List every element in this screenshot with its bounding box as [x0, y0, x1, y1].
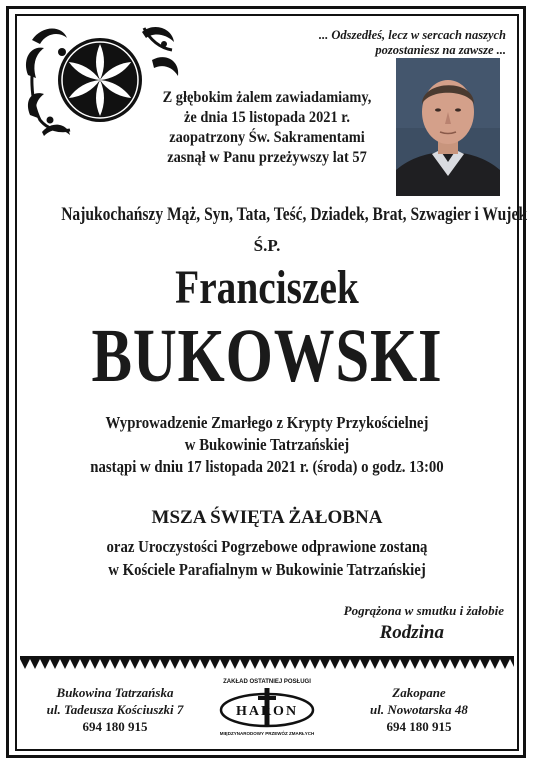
- funeral-line-3: nastąpi w dniu 17 listopada 2021 r. (środa) o godz. 13:00: [90, 457, 444, 476]
- motto-line-1: ... Odszedłeś, lecz w sercach naszych: [318, 28, 506, 42]
- footer-left-town: Bukowina Tatrzańska: [56, 685, 174, 700]
- funeral-line-1: Wyprowadzenie Zmarłego z Krypty Przykościelnej: [105, 413, 429, 432]
- sp-label: Ś.P.: [253, 236, 281, 255]
- deceased-surname: BUKOWSKI: [91, 314, 443, 398]
- logo-top-text: ZAKŁAD OSTATNIEJ POSŁUGI: [223, 679, 311, 685]
- mourning-text: Pogrążona w smutku i żałobie: [343, 603, 504, 618]
- logo-name: HARON: [235, 704, 299, 719]
- funeral-line-2: w Bukowinie Tatrzańskiej: [184, 435, 350, 454]
- family-relations: Najukochańszy Mąż, Syn, Tata, Teść, Dziadek, Brat, Szwagier i Wujek: [61, 205, 528, 225]
- ceremony-info: [35, 535, 500, 581]
- funeral-info: [35, 412, 500, 478]
- footer-left-phone: 694 180 915: [82, 719, 148, 734]
- announcement-line-2: że dnia 15 listopada 2021 r.: [184, 109, 350, 126]
- announcement: [155, 88, 380, 168]
- motto-line-2: pozostaniesz na zawsze ...: [375, 43, 506, 57]
- footer-right-phone: 694 180 915: [386, 719, 452, 734]
- announcement-line-1: Z głębokim żalem zawiadamiamy,: [162, 89, 372, 106]
- footer-address-left: [20, 684, 210, 735]
- family-signature: Rodzina: [379, 622, 444, 643]
- haron-logo-icon: [212, 674, 322, 738]
- footer-address-right: [324, 684, 514, 735]
- ceremony-line-2: w Kościele Parafialnym w Bukowinie Tatrzańskiej: [108, 560, 426, 579]
- motto: [246, 28, 506, 58]
- announcement-line-4: zasnął w Panu przeżywszy lat 57: [167, 149, 367, 166]
- footer-right-town: Zakopane: [392, 685, 446, 700]
- announcement-line-3: zaopatrzony Św. Sakramentami: [169, 129, 365, 146]
- footer-right-street: ul. Nowotarska 48: [370, 702, 468, 717]
- footer-left-street: ul. Tadeusza Kościuszki 7: [46, 702, 184, 717]
- deceased-first-name: Franciszek: [175, 261, 359, 314]
- footer: [20, 670, 514, 748]
- mass-title: MSZA ŚWIĘTA ŻAŁOBNA: [151, 507, 383, 528]
- zigzag-divider: [20, 656, 514, 670]
- portrait-photo: [396, 58, 500, 196]
- logo-bottom-text: MIĘDZYNARODOWY PRZEWÓZ ZMARŁYCH: [219, 731, 315, 736]
- ceremony-line-1: oraz Uroczystości Pogrzebowe odprawione zostaną: [106, 537, 428, 556]
